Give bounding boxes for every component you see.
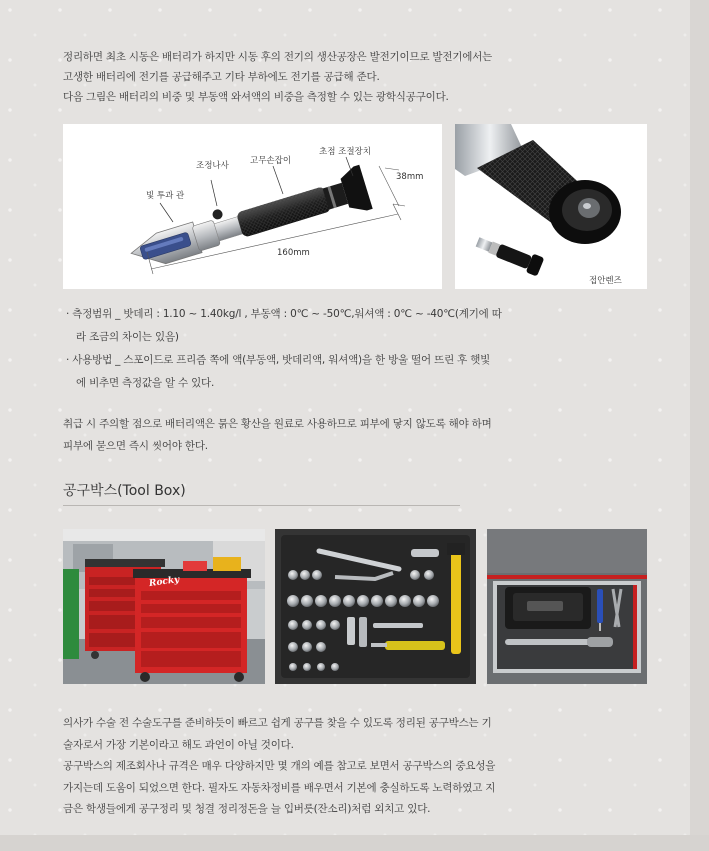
refractometer-figure: [63, 124, 442, 289]
eyepiece-figure: [455, 124, 647, 289]
heading-divider: [63, 505, 460, 506]
eyepiece-photo-icon: [455, 124, 647, 289]
label-adjust-screw: 조정나사: [196, 161, 229, 171]
label-height-38mm: 38mm: [396, 172, 424, 182]
spec-range-line: 라 조금의 차이는 있음): [76, 331, 179, 343]
intro-paragraph: [63, 47, 493, 107]
page-bottom-edge: [0, 835, 709, 851]
drawer-case-photo: [487, 529, 647, 684]
label-light-tube: 빛 투과 관: [146, 191, 185, 201]
toolbox-cabinet-photo: [63, 529, 265, 684]
intro-line: 정리하면 최초 시동은 배터리가 하지만 시동 후의 전기의 생산공장은 발전기이므로 발전기에서는: [63, 51, 493, 63]
refractometer-icon: [63, 124, 442, 289]
tool-drawer-icon: [487, 529, 647, 684]
closing-line: 가지는데 도움이 되었으면 한다. 필자도 자동차정비를 배우면서 기본에 충실하도록 노력하였고 지: [63, 781, 496, 794]
caution-line: 취급 시 주의할 점으로 배터리액은 묽은 황산을 원료로 사용하므로 피부에 닿지 않도록 해야 하며: [63, 418, 492, 430]
spec-list: [66, 303, 502, 395]
closing-line: 공구박스의 제조회사나 규격은 매우 다양하지만 몇 개의 예를 참고로 보면서 공구박스의 중요성을: [63, 760, 496, 772]
section-heading: 공구박스(Tool Box): [63, 483, 186, 499]
socket-set-icon: [275, 529, 476, 684]
cabinet-brand-logo: Rocky: [148, 574, 180, 590]
closing-line: 술자로서 가장 기본이라고 해도 과언이 아닐 것이다.: [63, 738, 294, 751]
spec-usage-line: 에 비추면 측정값을 알 수 있다.: [76, 377, 215, 389]
label-eyepiece: 접안렌즈: [589, 276, 622, 286]
closing-line: 금은 학생들에게 공구정리 및 청결 정리정돈을 늘 입버릇(잔소리)처럼 외치고 있다.: [63, 803, 431, 815]
label-length-160mm: 160mm: [277, 248, 310, 258]
caution-paragraph: [63, 413, 492, 457]
page-right-edge: [690, 0, 709, 851]
tool-cabinet-icon: [63, 529, 265, 684]
spec-usage-line: · 사용방법 _ 스포이드로 프리즘 쪽에 액(부동액, 밧데리액, 워셔액)을 한 방울 떨어 뜨린 후 햇빛: [66, 354, 491, 366]
label-rubber-grip: 고무손잡이: [250, 156, 292, 166]
closing-paragraph: [63, 713, 496, 821]
label-focus-adjust: 초점 조절장치: [319, 147, 371, 157]
intro-line: 다음 그림은 배터리의 비중 및 부동액 와셔액의 비중을 측정할 수 있는 광학식공구이다.: [63, 91, 449, 103]
spec-range-line: · 측정범위 _ 밧데리 : 1.10 ~ 1.40kg/l , 부동액 : 0℃ ~ -50℃,워셔액 : 0℃ ~ -40℃(계기에 따: [66, 308, 502, 320]
closing-line: 의사가 수술 전 수술도구를 준비하듯이 빠르고 쉽게 공구를 찾을 수 있도록 정리된 공구박스는 기: [63, 717, 492, 729]
intro-line: 고생한 배터리에 전기를 공급해주고 기타 부하에도 전기를 공급해 준다.: [63, 71, 380, 83]
caution-line: 피부에 묻으면 즉시 씻어야 한다.: [63, 440, 208, 452]
socket-tray-photo: [275, 529, 476, 684]
